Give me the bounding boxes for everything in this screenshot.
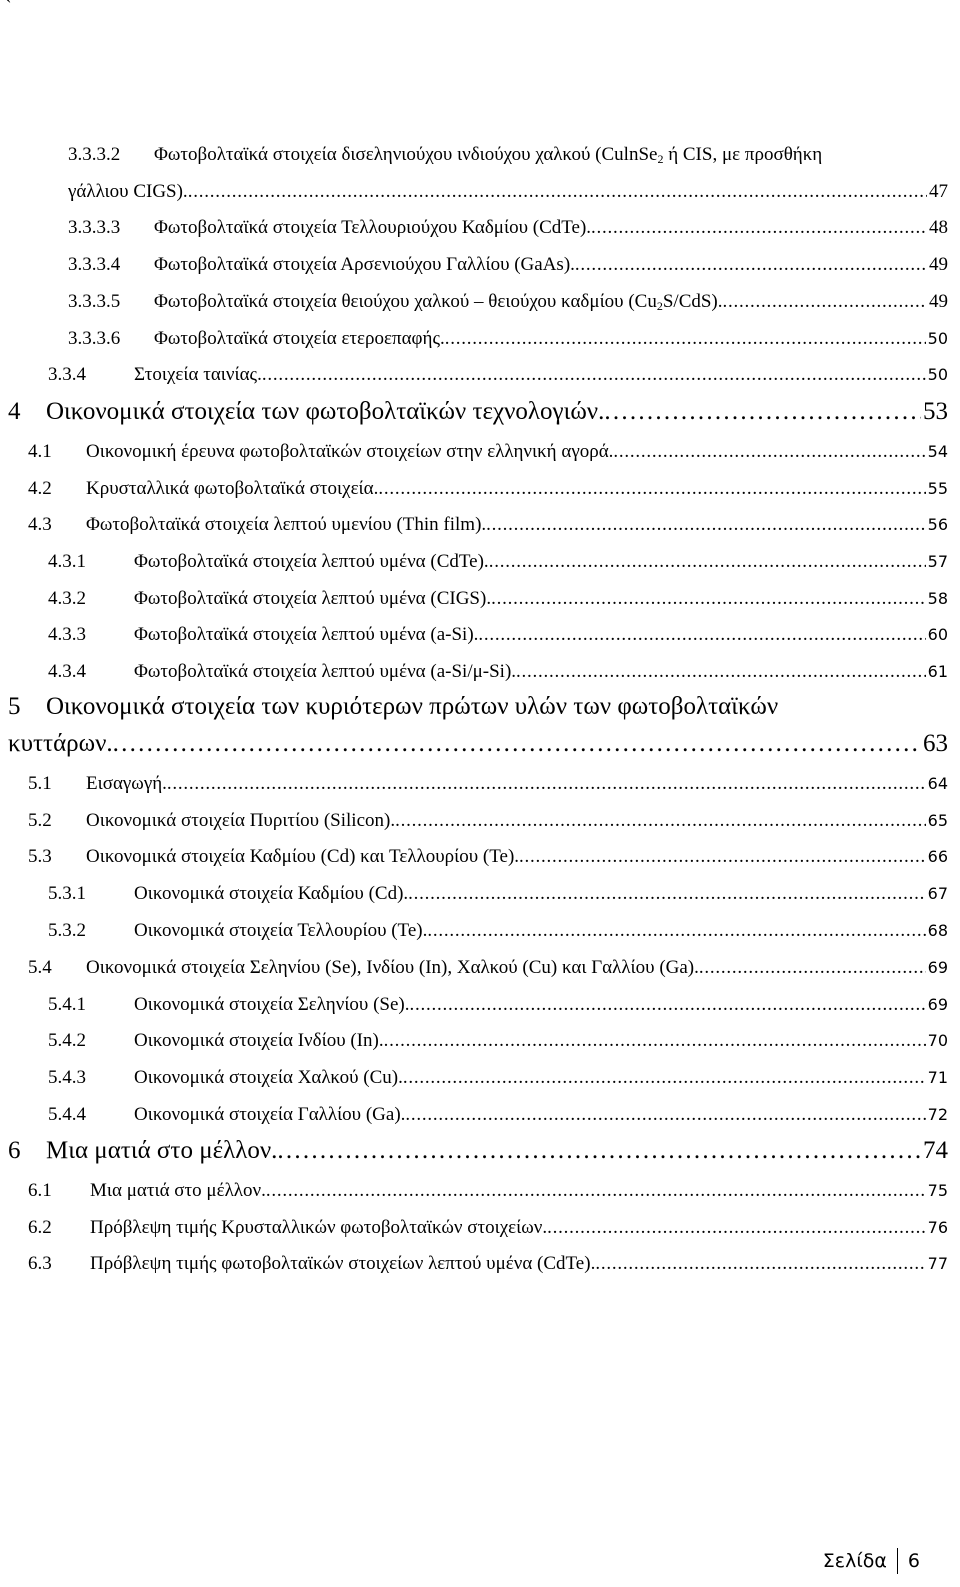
toc-entry-number: 6	[8, 1137, 21, 1164]
toc-entry-page: 63	[923, 730, 948, 757]
footer-page-number: 6	[907, 1550, 920, 1572]
toc-entry-page: 53	[923, 398, 948, 425]
toc-entry-title: Οικονομικά στοιχεία των φωτοβολταϊκών τεχνολογιών.	[46, 398, 605, 425]
dot-leader	[595, 1253, 925, 1275]
toc-entry-5-4-1[interactable]	[48, 994, 948, 1016]
toc-entry-number: 3.3.3.2	[68, 144, 121, 165]
toc-entry-number: 3.3.4	[48, 364, 86, 385]
toc-entry-page: 47	[929, 181, 948, 202]
toc-entry-4-2[interactable]	[28, 478, 948, 500]
toc-entry-number: 3.3.3.4	[68, 254, 121, 275]
toc-entry-5-2[interactable]	[28, 810, 948, 832]
toc-entry-4-3-3[interactable]	[48, 624, 948, 646]
toc-entry-page: 50	[927, 365, 948, 384]
toc-entry-page: 77	[927, 1254, 948, 1273]
dot-leader	[113, 730, 921, 758]
toc-entry-3-3-3-6[interactable]	[68, 328, 948, 350]
toc-entry-title: κυττάρων.	[8, 730, 113, 757]
toc-entry-title: Οικονομικά στοιχεία των κυριότερων πρώτων υλών των φωτοβολταϊκών	[46, 693, 779, 720]
dot-leader	[188, 181, 927, 203]
toc-entry-number: 5.4.4	[48, 1104, 86, 1125]
toc-entry-number: 5	[8, 693, 21, 720]
dot-leader	[591, 217, 927, 239]
page-footer	[823, 1548, 920, 1574]
toc-entry-6-3[interactable]	[28, 1253, 948, 1275]
toc-entry-page: 55	[927, 479, 948, 498]
dot-leader	[491, 588, 926, 610]
toc-entry-page: 68	[927, 921, 948, 940]
toc-entry-4-3-2[interactable]	[48, 588, 948, 610]
toc-entry-page: 69	[927, 995, 948, 1014]
dot-leader	[384, 1030, 926, 1052]
toc-entry-5-1[interactable]	[28, 773, 948, 795]
dot-leader	[486, 514, 925, 536]
toc-entry-title: γάλλιου CIGS).	[68, 181, 188, 202]
toc-entry-5-line2[interactable]	[8, 730, 948, 758]
toc-entry-title: Πρόβλεψη τιμής φωτοβολταϊκών στοιχείων λεπτού υμένα (CdTe).	[90, 1253, 596, 1274]
toc-entry-5[interactable]	[8, 693, 948, 721]
toc-entry-number: 5.4	[28, 957, 52, 978]
toc-entry-4-1[interactable]	[28, 441, 948, 463]
dot-leader	[478, 624, 925, 646]
toc-entry-number: 5.4.3	[48, 1067, 86, 1088]
toc-entry-title: Φωτοβολταϊκά στοιχεία λεπτού υμένα (CdTe).	[134, 551, 489, 572]
toc-entry-page: 75	[927, 1181, 948, 1200]
toc-entry-6-2[interactable]	[28, 1217, 948, 1239]
toc-entry-title: Οικονομικά στοιχεία Πυριτίου (Silicon).	[86, 810, 396, 831]
toc-entry-4-3[interactable]	[28, 514, 948, 536]
toc-entry-number: 6.1	[28, 1180, 52, 1201]
toc-entry-page: 48	[929, 217, 948, 238]
toc-entry-5-4-3[interactable]	[48, 1067, 948, 1089]
toc-entry-number: 5.2	[28, 810, 52, 831]
toc-entry-title: Οικονομική έρευνα φωτοβολταϊκών στοιχείων στην ελληνική αγορά.	[86, 441, 614, 462]
toc-entry-3-3-3-4[interactable]	[68, 254, 948, 276]
toc-entry-title: Οικονομικά στοιχεία Τελλουρίου (Te).	[134, 920, 428, 941]
toc-entry-number: 5.3.2	[48, 920, 86, 941]
toc-entry-page: 69	[927, 958, 948, 977]
toc-entry-6-1[interactable]	[28, 1180, 948, 1202]
toc-entry-page: 58	[927, 589, 948, 608]
toc-entry-page: 76	[927, 1218, 948, 1237]
dot-leader	[403, 1067, 926, 1089]
toc-entry-number: 4.1	[28, 441, 52, 462]
toc-entry-title: Οικονομικά στοιχεία Ινδίου (In).	[134, 1030, 384, 1051]
toc-entry-title: Οικονομικά στοιχεία Γαλλίου (Ga).	[134, 1104, 406, 1125]
toc-entry-page: 67	[927, 884, 948, 903]
toc-entry-number: 4.3.4	[48, 661, 86, 682]
dot-leader	[547, 1217, 926, 1239]
toc-entry-title: Φωτοβολταϊκά στοιχεία λεπτού υμένα (a-Si/μ-Si).	[134, 661, 517, 682]
toc-entry-page: 49	[929, 291, 948, 312]
toc-entry-number: 3.3.3.5	[68, 291, 121, 312]
dot-leader	[408, 883, 925, 905]
dot-leader	[378, 478, 925, 500]
toc-entry-number: 4.3.1	[48, 551, 86, 572]
dot-leader	[405, 1104, 925, 1126]
toc-entry-title: Πρόβλεψη τιμής Κρυσταλλικών φωτοβολταϊκών στοιχείων.	[90, 1217, 548, 1238]
toc-entry-4-3-1[interactable]	[48, 551, 948, 573]
dot-leader	[699, 957, 926, 979]
dot-leader	[613, 441, 925, 463]
toc-entry-3-3-4[interactable]	[48, 364, 948, 386]
dot-leader	[516, 661, 926, 683]
toc-entry-5-4[interactable]	[28, 957, 948, 979]
toc-entry-4-3-4[interactable]	[48, 661, 948, 683]
toc-entry-number: 5.1	[28, 773, 52, 794]
toc-entry-title: Φωτοβολταϊκά στοιχεία ετεροεπαφής.	[154, 328, 445, 349]
toc-entry-title: Οικονομικά στοιχεία Χαλκού (Cu).	[134, 1067, 403, 1088]
toc-entry-number: 4.3	[28, 514, 52, 535]
dot-leader	[277, 1137, 921, 1165]
toc-entry-number: 4.3.2	[48, 588, 86, 609]
toc-entry-title: Φωτοβολταϊκά στοιχεία λεπτού υμένα (a-Si).	[134, 624, 479, 645]
dot-leader	[266, 1180, 926, 1202]
toc-entry-number: 4.3.3	[48, 624, 86, 645]
toc-entry-title: Οικονομικά στοιχεία Σεληνίου (Se), Ινδίου (In), Χαλκού (Cu) και Γαλλίου (Ga).	[86, 957, 699, 978]
toc-entry-title: Κρυσταλλικά φωτοβολταϊκά στοιχεία.	[86, 478, 379, 499]
toc-entry-page: 50	[927, 329, 948, 348]
toc-entry-page: 57	[927, 552, 948, 571]
dot-leader	[604, 398, 921, 426]
toc-entry-title: Οικονομικά στοιχεία Καδμίου (Cd).	[134, 883, 409, 904]
toc-entry-number: 5.4.2	[48, 1030, 86, 1051]
toc-entry-page: 54	[927, 442, 948, 461]
toc-entry-page: 70	[927, 1031, 948, 1050]
toc-entry-page: 61	[927, 662, 948, 681]
toc-entry-page: 64	[927, 774, 948, 793]
toc-entry-5-3-2[interactable]	[48, 920, 948, 942]
dot-leader	[575, 254, 927, 276]
toc-entry-page: 72	[927, 1105, 948, 1124]
dot-leader	[489, 551, 926, 573]
toc-entry-title: Φωτοβολταϊκά στοιχεία λεπτού υμένα (CIGS).	[134, 588, 492, 609]
toc-entry-number: 4	[8, 398, 21, 425]
toc-entry-6[interactable]	[8, 1137, 948, 1165]
footer-separator	[897, 1548, 898, 1574]
toc-entry-title: Οικονομικά στοιχεία Καδμίου (Cd) και Τελλουρίου (Te).	[86, 846, 520, 867]
toc-entry-number: 3.3.3.3	[68, 217, 121, 238]
toc-entry-number: 5.3	[28, 846, 52, 867]
toc-entry-3-3-3-3[interactable]	[68, 217, 948, 239]
toc-entry-number: 3.3.3.6	[68, 328, 121, 349]
toc-entry-5-4-2[interactable]	[48, 1030, 948, 1052]
toc-entry-5-3[interactable]	[28, 846, 948, 868]
toc-entry-3-3-3-5[interactable]	[68, 291, 948, 314]
dot-leader	[410, 994, 926, 1016]
dot-leader	[395, 810, 926, 832]
dot-leader	[427, 920, 925, 942]
toc-entry-page: 66	[927, 847, 948, 866]
toc-entry-page: 74	[923, 1137, 948, 1164]
toc-entry-title: Φωτοβολταϊκά στοιχεία δισεληνιούχου ινδιούχου χαλκού (CulnSe$_2$ ή CIS, με προσθήκη	[154, 144, 823, 166]
toc-entry-number: 5.4.1	[48, 994, 86, 1015]
toc-entry-title: Μια ματιά στο μέλλον.	[90, 1180, 266, 1201]
toc-entry-title: Φωτοβολταϊκά στοιχεία Αρσενιούχου Γαλλίου (GaAs).	[154, 254, 575, 275]
toc-entry-number: 6.3	[28, 1253, 52, 1274]
toc-entry-5-3-1[interactable]	[48, 883, 948, 905]
toc-entry-number: 6.2	[28, 1217, 52, 1238]
toc-entry-number: 4.2	[28, 478, 52, 499]
corner-mark: `	[6, 0, 12, 15]
dot-leader	[445, 328, 926, 350]
toc-entry-page: 49	[929, 254, 948, 275]
toc-entry-title: Φωτοβολταϊκά στοιχεία λεπτού υμενίου (Thin film).	[86, 514, 487, 535]
toc-entry-3-3-3-2-line2[interactable]	[68, 181, 948, 203]
toc-entry-4[interactable]	[8, 398, 948, 426]
toc-entry-5-4-4[interactable]	[48, 1104, 948, 1126]
toc-entry-title: Εισαγωγή.	[86, 773, 167, 794]
toc-entry-title: Φωτοβολταϊκά στοιχεία Τελλουριούχου Καδμίου (CdTe).	[154, 217, 592, 238]
dot-leader	[519, 846, 926, 868]
toc-entry-page: 56	[927, 515, 948, 534]
toc-entry-page: 71	[927, 1068, 948, 1087]
toc-entry-title: Μια ματιά στο μέλλον.	[46, 1137, 278, 1164]
toc-entry-title: Στοιχεία ταινίας.	[134, 364, 262, 385]
dot-leader	[167, 773, 926, 795]
toc-entry-title: Οικονομικά στοιχεία Σεληνίου (Se).	[134, 994, 410, 1015]
toc-entry-page: 60	[927, 625, 948, 644]
dot-leader	[723, 291, 927, 313]
toc-entry-number: 5.3.1	[48, 883, 86, 904]
footer-page-label: Σελίδα	[822, 1550, 887, 1572]
toc-entry-page: 65	[927, 811, 948, 830]
toc-entry-3-3-3-2[interactable]	[68, 144, 938, 167]
dot-leader	[262, 364, 926, 386]
toc-entry-title: Φωτοβολταϊκά στοιχεία θειούχου χαλκού – θειούχου καδμίου $(Cu_2S/CdS)$.	[154, 291, 723, 313]
